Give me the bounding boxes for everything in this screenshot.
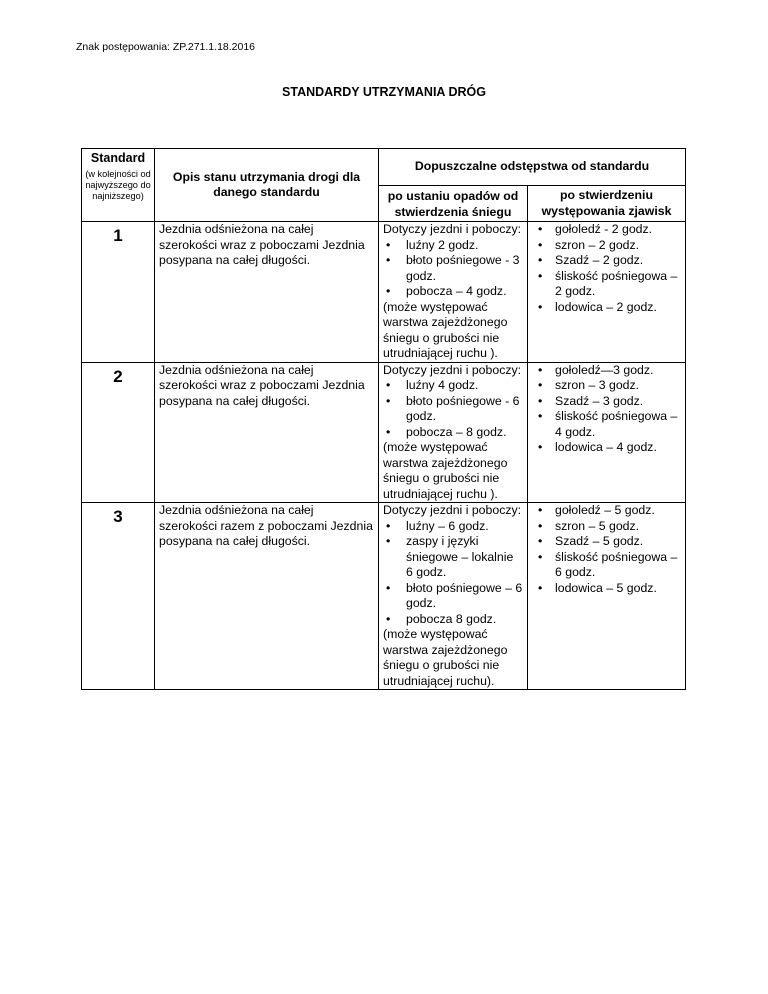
list-item-text: gołoledź – 5 godz. — [555, 503, 655, 517]
bullet-icon: • — [538, 237, 543, 252]
bullet-icon: • — [386, 518, 391, 533]
list-item-text: pobocza 8 godz. — [406, 611, 497, 626]
list-item — [383, 284, 523, 300]
list-item — [532, 394, 681, 410]
bullet-icon: • — [538, 518, 543, 533]
list-item-text: Szadź – 3 godz. — [555, 393, 644, 408]
header-standard-note: (w kolejności od najwyższego do najniższego) — [85, 168, 151, 202]
bullet-icon: • — [538, 534, 543, 548]
bullet-icon: • — [538, 440, 543, 454]
bullet-icon: • — [538, 253, 543, 267]
bullet-icon: • — [386, 237, 391, 252]
list-item-text: szron – 3 godz. — [555, 378, 640, 392]
header-po-ustaniu: po ustaniu opadów od stwierdzenia śniegu — [379, 186, 528, 222]
list-item-text: Szadź – 2 godz. — [555, 253, 644, 267]
list-item — [383, 378, 523, 394]
document-title: STANDARDY UTRZYMANIA DRÓG — [282, 85, 486, 99]
bullet-icon: • — [538, 299, 543, 314]
list-item — [383, 253, 523, 284]
bullet-icon: • — [386, 611, 391, 626]
deviation-intro: Dotyczy jezdni i poboczy: — [383, 503, 522, 517]
list-item — [383, 394, 523, 425]
list-item — [383, 519, 523, 535]
standard-number: 3 — [82, 503, 155, 690]
list-item — [532, 519, 681, 535]
bullet-list — [532, 363, 681, 456]
list-item — [383, 238, 523, 254]
standard-number: 1 — [82, 222, 155, 363]
list-item — [532, 503, 681, 519]
list-item — [532, 269, 681, 300]
list-item — [532, 581, 681, 597]
list-item-text: lodowica – 4 godz. — [555, 440, 657, 454]
list-item — [532, 550, 681, 581]
bullet-icon: • — [538, 362, 543, 377]
list-item — [532, 363, 681, 379]
list-item-text: szron – 2 godz. — [555, 237, 640, 252]
list-item-text: lodowica – 5 godz. — [555, 580, 657, 595]
list-item-text: szron – 5 godz. — [555, 518, 640, 533]
case-reference: Znak postępowania: ZP.271.1.18.2016 — [76, 41, 256, 53]
list-item — [383, 425, 523, 441]
deviation-intro: Dotyczy jezdni i poboczy: — [383, 362, 522, 377]
bullet-icon: • — [538, 268, 543, 283]
bullet-list — [383, 519, 523, 628]
bullet-icon: • — [386, 534, 391, 548]
bullet-icon: • — [386, 284, 391, 298]
table-row — [82, 222, 686, 363]
header-opis: Opis stanu utrzymania drogi dla danego standardu — [155, 149, 379, 222]
bullet-icon: • — [538, 378, 543, 392]
deviation-note: (może występować warstwa zajeżdżonego śniegu o grubości nie utrudniającej ruchu ). — [383, 299, 508, 360]
bullet-list — [532, 503, 681, 596]
list-item-text: zaspy i języki śniegowe – lokalnie 6 godz. — [406, 534, 514, 579]
list-item-text: Szadź – 5 godz. — [555, 534, 644, 548]
deviation-after-snowfall — [379, 362, 528, 503]
deviation-phenomena — [528, 362, 686, 503]
list-item — [532, 409, 681, 440]
bullet-icon: • — [538, 222, 543, 236]
list-item — [532, 253, 681, 269]
list-item — [383, 534, 523, 581]
bullet-list — [383, 378, 523, 440]
list-item-text: gołoledź—3 godz. — [555, 362, 654, 377]
header-dopuszczalne: Dopuszczalne odstępstwa od standardu — [379, 149, 686, 186]
standard-description: Jezdnia odśnieżona na całej szerokości wraz z poboczami Jezdnia posypana na całej długości. — [155, 362, 379, 503]
header-standard: Standard (w kolejności od najwyższego do najniższego) — [82, 149, 155, 222]
standard-number: 2 — [82, 362, 155, 503]
list-item-text: śliskość pośniegowa – 6 godz. — [555, 549, 678, 579]
list-item — [532, 222, 681, 238]
bullet-icon: • — [538, 580, 543, 595]
list-item-text: błoto pośniegowe - 6 godz. — [406, 393, 520, 423]
list-item — [532, 300, 681, 316]
standards-table — [81, 148, 686, 690]
bullet-icon: • — [538, 393, 543, 408]
list-item — [532, 238, 681, 254]
deviation-phenomena — [528, 222, 686, 363]
list-item-text: pobocza – 4 godz. — [406, 284, 507, 298]
list-item-text: śliskość pośniegowa – 4 godz. — [555, 409, 678, 439]
list-item — [532, 440, 681, 456]
standard-description: Jezdnia odśnieżona na całej szerokości razem z poboczami Jezdnia posypana na całej długości. — [155, 503, 379, 690]
list-item-text: błoto pośniegowe – 6 godz. — [406, 580, 523, 610]
deviation-after-snowfall — [379, 503, 528, 690]
bullet-icon: • — [538, 503, 543, 517]
bullet-list — [532, 222, 681, 315]
list-item-text: gołoledź - 2 godz. — [555, 222, 653, 236]
deviation-intro: Dotyczy jezdni i poboczy: — [383, 222, 522, 236]
list-item-text: luźny 4 godz. — [406, 378, 479, 392]
deviation-after-snowfall — [379, 222, 528, 363]
bullet-icon: • — [386, 393, 391, 408]
header-po-stwierdzeniu: po stwierdzeniu występowania zjawisk — [528, 186, 686, 222]
deviation-note: (może występować warstwa zajeżdżonego śniegu o grubości nie utrudniającej ruchu ). — [383, 440, 508, 501]
bullet-icon: • — [538, 549, 543, 564]
standard-description: Jezdnia odśnieżona na całej szerokości wraz z poboczami Jezdnia posypana na całej długości. — [155, 222, 379, 363]
deviation-phenomena — [528, 503, 686, 690]
bullet-icon: • — [386, 424, 391, 439]
bullet-icon: • — [386, 378, 391, 392]
table-row — [82, 362, 686, 503]
list-item — [383, 581, 523, 612]
list-item-text: błoto pośniegowe - 3 godz. — [406, 253, 520, 283]
bullet-icon: • — [538, 409, 543, 423]
bullet-list — [383, 238, 523, 300]
bullet-icon: • — [386, 253, 391, 267]
bullet-icon: • — [386, 580, 391, 595]
list-item — [532, 534, 681, 550]
list-item-text: lodowica – 2 godz. — [555, 299, 657, 314]
list-item — [383, 612, 523, 628]
list-item-text: pobocza – 8 godz. — [406, 424, 507, 439]
list-item-text: śliskość pośniegowa – 2 godz. — [555, 268, 678, 298]
list-item-text: luźny – 6 godz. — [406, 518, 489, 533]
list-item-text: luźny 2 godz. — [406, 237, 479, 252]
deviation-note: (może występować warstwa zajeżdżonego śniegu o grubości nie utrudniającej ruchu). — [383, 627, 508, 688]
list-item — [532, 378, 681, 394]
table-row — [82, 503, 686, 690]
